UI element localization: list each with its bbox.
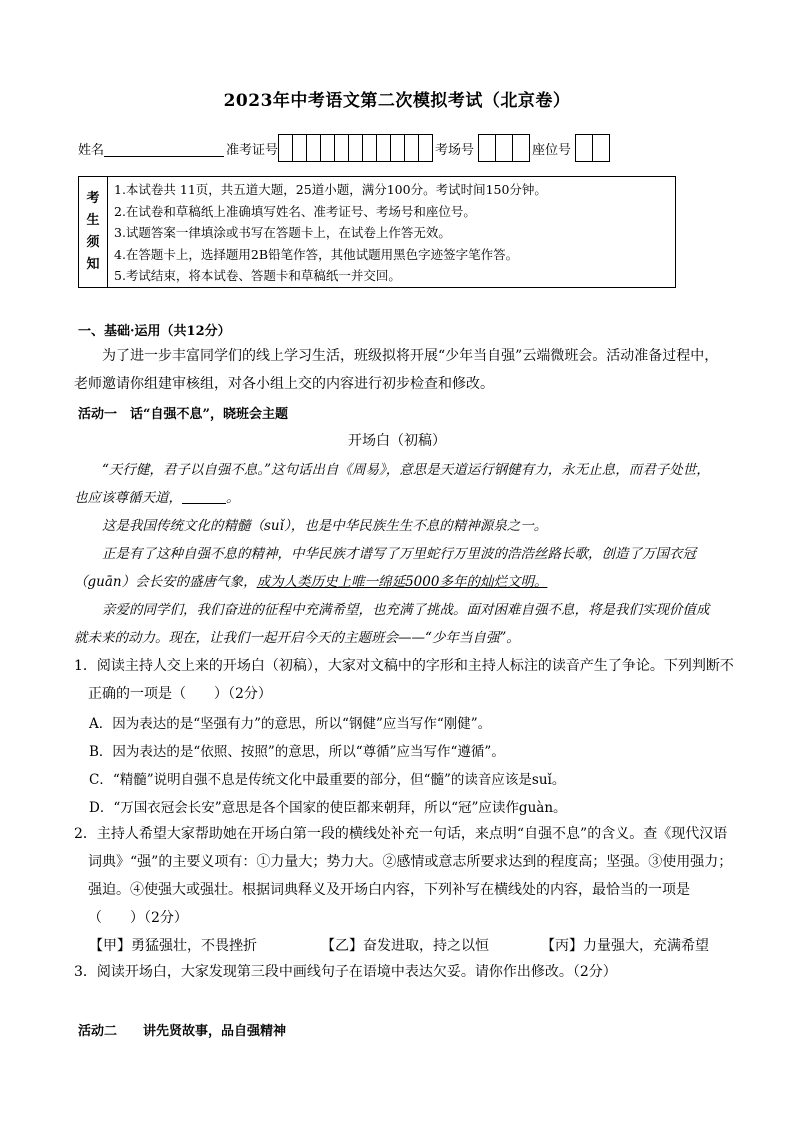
notice-item: 4.在答题卡上，选择题用2B铅笔作答，其他试题用黑色字迹签字笔作答。: [114, 246, 519, 262]
seat-label: 座位号: [532, 142, 572, 158]
draft-paragraph-3: 正是有了这种自强不息的精神，中华民族才谱写了万里蛇行万里波的浩浩丝路长歌，创造了万国衣冠（guān）会长安的盛唐气象，成为人类历史上唯一绵延5000多年的灿烂文明。: [74, 546, 696, 590]
name-label: 姓名: [78, 142, 105, 158]
room-number-boxes[interactable]: [478, 134, 530, 162]
notice-item: 3.试题答案一律填涂或书写在答题卡上，在试卷上作答无效。: [114, 225, 451, 240]
notice-side-label: 考 生 须 知: [79, 177, 108, 287]
notice-items: [108, 177, 675, 287]
candidate-info-row: [78, 134, 612, 162]
ticket-label: 准考证号: [226, 142, 279, 158]
q2-option-jia[interactable]: 【甲】勇猛强壮，不畏挫折: [89, 938, 257, 954]
name-field[interactable]: [104, 140, 224, 157]
underlined-sentence: 成为人类历史上唯一绵延5000多年的灿烂文明。: [256, 574, 548, 590]
candidate-notice-box: [78, 176, 676, 288]
q1-option-d[interactable]: D．“万国衣冠会长安”意思是各个国家的使臣都来朝拜，所以“冠”应读作guàn。: [89, 800, 567, 816]
notice-item: 2.在试卷和草稿纸上准确填写姓名、准考证号、考场号和座位号。: [114, 203, 476, 219]
q1-option-b[interactable]: B．因为表达的是“依照、按照”的意思，所以“尊循”应当写作“遵循”。: [89, 744, 505, 760]
draft-paragraph-4: 亲爱的同学们，我们奋进的征程中充满希望，也充满了挑战。面对困难自强不息，将是我们实现价值成就未来的动力。现在，让我们一起开启今天的主题班会——“少年当自强”。: [74, 602, 710, 646]
section-heading: 一、基础·运用（共12分）: [78, 324, 231, 339]
room-label: 考场号: [435, 142, 475, 158]
notice-item: 1.本试卷共 11页，共五道大题，25道小题，满分100分。考试时间150分钟。: [114, 182, 547, 197]
q1-option-a[interactable]: A．因为表达的是“坚强有力”的意思，所以“钢健”应当写作“刚健”。: [89, 716, 492, 732]
answer-blank[interactable]: [182, 489, 226, 504]
draft-paragraph-2: 这是我国传统文化的精髓（suǐ），也是中华民族生生不息的精神源泉之一。: [102, 518, 548, 534]
draft-title: 开场白（初稿）: [348, 433, 446, 449]
section-intro: 为了进一步丰富同学们的线上学习生活，班级拟将开展“少年当自强”云端微班会。活动准备过程中，老师邀请你组建审核组，对各小组上交的内容进行初步检查和修改。: [74, 348, 719, 392]
q2-option-bing[interactable]: 【丙】力量强大，充满希望: [541, 938, 709, 954]
activity-two-heading: 活动二 讲先贤故事，品自强精神: [78, 1024, 287, 1039]
ticket-number-boxes[interactable]: [278, 134, 433, 162]
question-1: 1．阅读主持人交上来的开场白（初稿），大家对文稿中的字形和主持人标注的读音产生了争论。下列判断不正确的一项是（ ）（2分）: [74, 658, 734, 702]
activity-one-heading: 活动一 话“自强不息”，晓班会主题: [78, 407, 288, 422]
q1-option-c[interactable]: C．“精髓”说明自强不息是传统文化中最重要的部分，但“髓”的读音应该是suǐ。: [89, 772, 566, 788]
exam-title: 2023年中考语文第二次模拟考试（北京卷）: [223, 91, 571, 111]
q2-options: [89, 935, 729, 955]
question-3: 3．阅读开场白，大家发现第三段中画线句子在语境中表达欠妥。请你作出修改。（2分）: [74, 964, 617, 980]
question-2: 2．主持人希望大家帮助她在开场白第一段的横线处补充一句话，来点明“自强不息”的含义。查《现代汉语词典》“强”的主要义项有：①力量大；势力大。②感情或意志所要求达到的程度高；坚强。③使用强力；强迫。④使强大或强壮。根据词典释义及开场白内容，下列补写在横线处的内容，最恰当的一项是（ ）（2分）: [74, 826, 733, 926]
q2-option-yi[interactable]: 【乙】奋发进取，持之以恒: [321, 938, 489, 954]
draft-paragraph-1: “天行健，君子以自强不息。”这句话出自《周易》，意思是天道运行钢健有力，永无止息，而君子处世，也应该尊循天道， 。: [74, 462, 710, 506]
notice-item: 5.考试结束，将本试卷、答题卡和草稿纸一并交回。: [114, 268, 401, 283]
seat-number-boxes[interactable]: [575, 134, 610, 162]
